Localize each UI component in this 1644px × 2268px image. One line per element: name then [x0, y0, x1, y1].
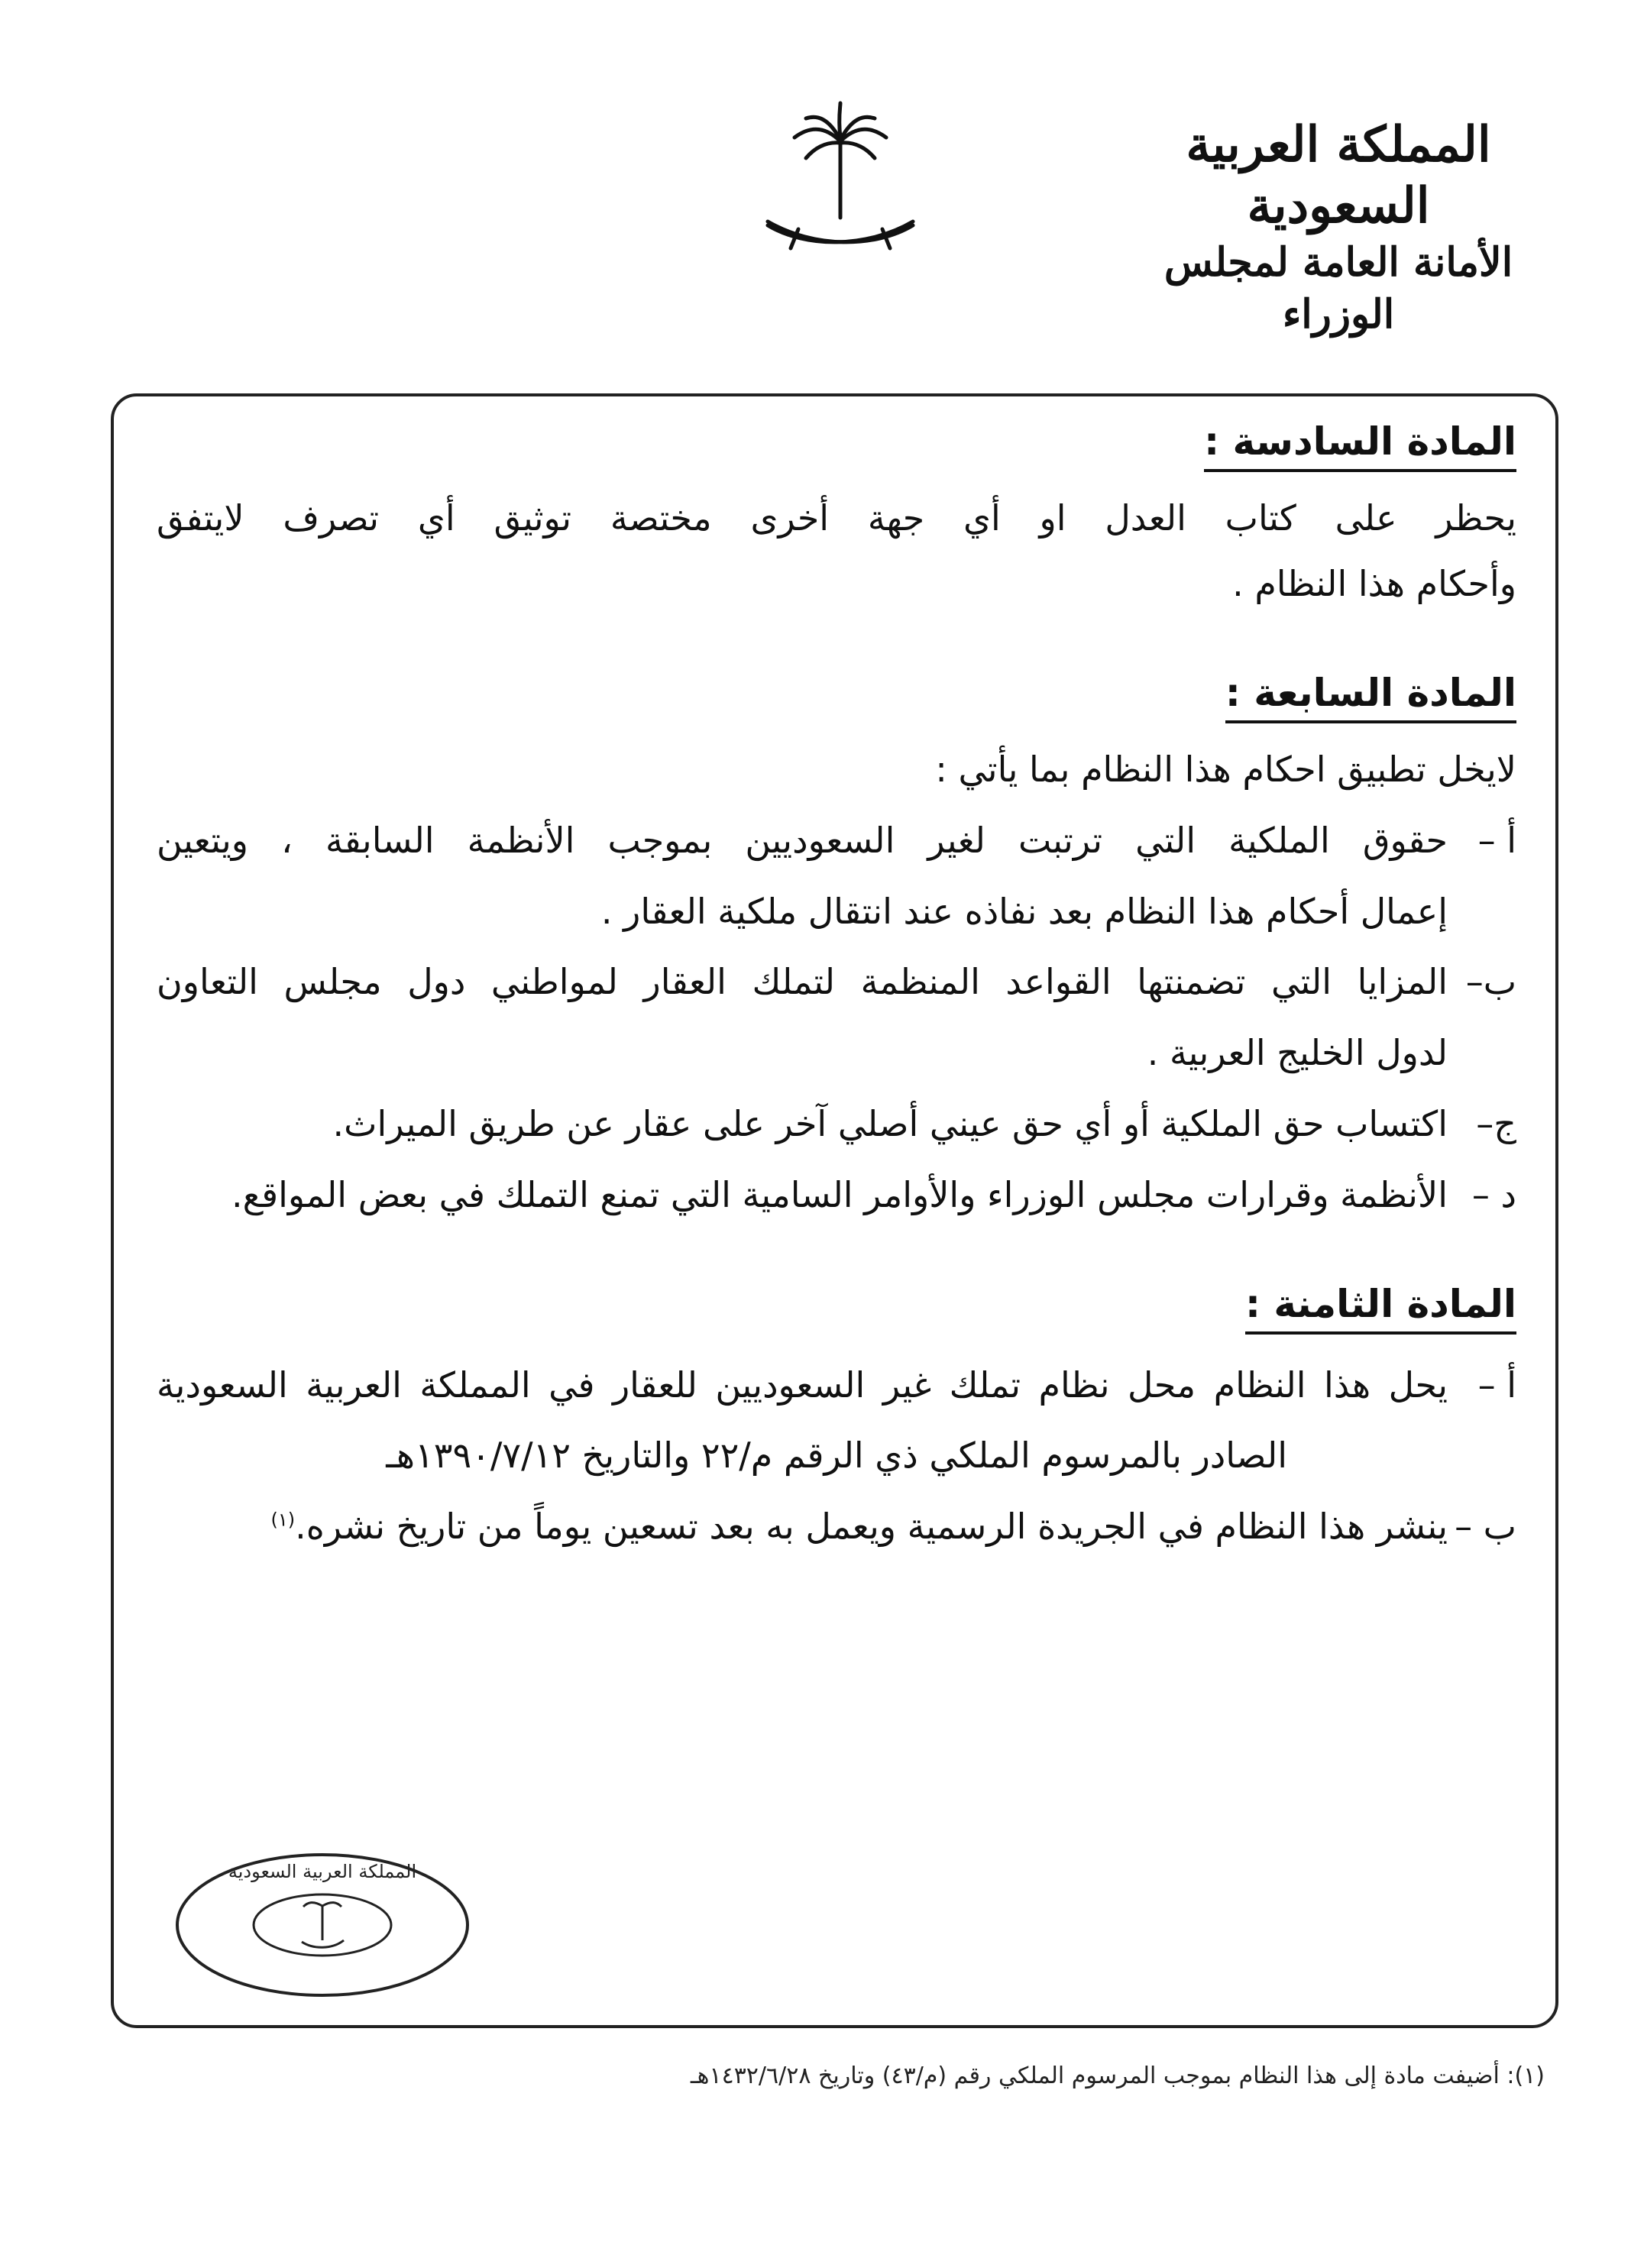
- seal-text: المملكة العربية السعودية: [228, 1861, 417, 1882]
- article-7-item-a-line-2: إعمال أحكام هذا النظام بعد نفاذه عند انتقال ملكية العقار .: [600, 890, 1448, 932]
- item-label: أ –: [1477, 819, 1516, 861]
- item-text: حقوق الملكية التي ترتبت لغير السعوديين بموجب الأنظمة السابقة ، ويتعين: [157, 819, 1448, 861]
- item-text: الأنظمة وقرارات مجلس الوزراء والأوامر السامية التي تمنع التملك في بعض المواقع.: [231, 1174, 1448, 1216]
- document-body: [157, 405, 1516, 1547]
- item-text: اكتساب حق الملكية أو أي حق عيني أصلي آخر على عقار عن طريق الميراث.: [332, 1103, 1448, 1145]
- letterhead: [1125, 115, 1552, 340]
- item-text: يحل هذا النظام محل نظام تملك غير السعوديين للعقار في المملكة العربية السعودية: [157, 1364, 1448, 1406]
- article-7-heading: المادة السابعة :: [1225, 671, 1516, 723]
- article-7-intro: لايخل تطبيق احكام هذا النظام بما يأتي :: [935, 748, 1516, 790]
- article-8-item-b: [157, 1506, 1516, 1547]
- article-6-heading: المادة السادسة :: [1204, 420, 1516, 472]
- article-6: [157, 420, 1516, 604]
- article-6-line-1: يحظر على كتاب العدل او أي جهة أخرى مختصة توثيق أي تصرف لايتفق: [157, 497, 1516, 539]
- footnote-reference: (١): [270, 1509, 296, 1531]
- item-label: ب–: [1465, 961, 1516, 1003]
- article-7: [157, 671, 1516, 1215]
- item-label: ج–: [1476, 1103, 1516, 1145]
- article-7-item-a: [157, 820, 1516, 861]
- item-text: [157, 1506, 1448, 1547]
- article-7-item-b: [157, 962, 1516, 1002]
- letterhead-secretariat: الأمانة العامة لمجلس الوزراء: [1163, 239, 1513, 338]
- item-label: ب –: [1455, 1506, 1516, 1548]
- letterhead-kingdom: المملكة العربية السعودية: [1186, 116, 1491, 235]
- item-text: المزايا التي تضمنتها القواعد المنظمة لتملك العقار لمواطني دول مجلس التعاون: [157, 961, 1448, 1003]
- article-8-heading: المادة الثامنة :: [1245, 1283, 1516, 1335]
- article-8-item-a: [157, 1365, 1516, 1406]
- palm-and-swords-emblem-icon: [752, 95, 928, 271]
- article-8: [157, 1283, 1516, 1547]
- article-7-item-d: [157, 1175, 1516, 1215]
- article-8-item-a-line-2: الصادر بالمرسوم الملكي ذي الرقم م/٢٢ والتاريخ ١٣٩٠/٧/١٢هـ: [386, 1435, 1287, 1477]
- footnote: (١): أضيفت مادة إلى هذا النظام بموجب المرسوم الملكي رقم (م/٤٣) وتاريخ ١٤٣٢/٦/٢٨هـ: [690, 2063, 1545, 2089]
- article-7-item-b-line-2: لدول الخليج العربية .: [1147, 1032, 1448, 1074]
- item-label: د –: [1471, 1174, 1516, 1216]
- article-7-item-c: [157, 1104, 1516, 1144]
- official-seal-icon: [172, 1849, 474, 2001]
- article-6-line-2: وأحكام هذا النظام .: [1232, 563, 1516, 605]
- item-text-content: ينشر هذا النظام في الجريدة الرسمية ويعمل به بعد تسعين يوماً من تاريخ نشره.: [295, 1506, 1448, 1548]
- item-label: أ –: [1477, 1364, 1516, 1406]
